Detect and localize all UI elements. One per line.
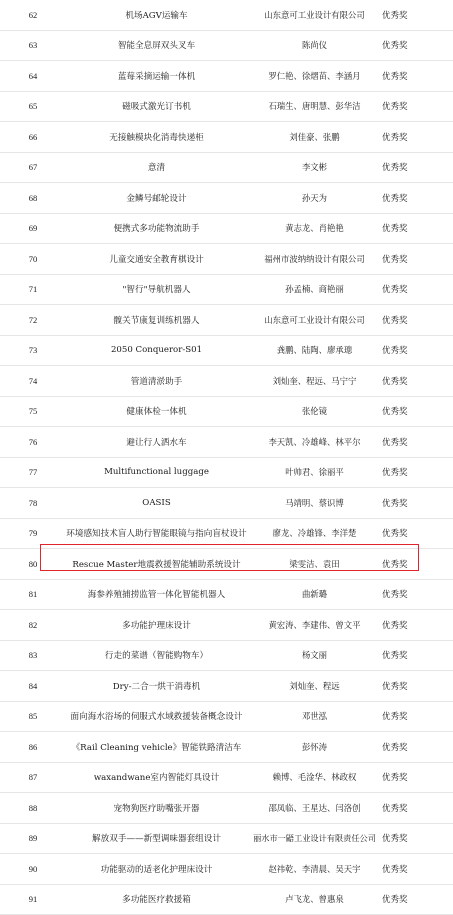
row-number: 67 bbox=[0, 152, 60, 183]
entry-name: 面向海水浴场的伺服式水域救援装备概念设计 bbox=[60, 701, 253, 732]
row-number: 72 bbox=[0, 305, 60, 336]
entry-author: 丽水市一鼯工业设计有限责任公司 bbox=[253, 823, 376, 854]
entry-name: OASIS bbox=[60, 488, 253, 519]
row-number: 69 bbox=[0, 213, 60, 244]
award-level: 优秀奖 bbox=[376, 549, 453, 580]
entry-author: 杨文丽 bbox=[253, 640, 376, 671]
row-number: 63 bbox=[0, 30, 60, 61]
table-row bbox=[0, 884, 453, 915]
entry-name: 健康体检一体机 bbox=[60, 396, 253, 427]
entry-author: 邓世泓 bbox=[253, 701, 376, 732]
award-level: 优秀奖 bbox=[376, 488, 453, 519]
award-level: 优秀奖 bbox=[376, 213, 453, 244]
entry-author: 山东意可工业设计有限公司 bbox=[253, 0, 376, 30]
entry-author: 卢飞龙、曾惠泉 bbox=[253, 884, 376, 915]
table-row bbox=[0, 183, 453, 214]
award-level: 优秀奖 bbox=[376, 579, 453, 610]
row-number: 62 bbox=[0, 0, 60, 30]
entry-author: 邵凤临、王星达、闫洛创 bbox=[253, 793, 376, 824]
table-row bbox=[0, 244, 453, 275]
entry-name: Rescue Master地震救援智能辅助系统设计 bbox=[60, 549, 253, 580]
award-level: 优秀奖 bbox=[376, 335, 453, 366]
row-number: 89 bbox=[0, 823, 60, 854]
entry-name: 多功能医疗救援箱 bbox=[60, 884, 253, 915]
entry-name: 髋关节康复训练机器人 bbox=[60, 305, 253, 336]
award-level: 优秀奖 bbox=[376, 640, 453, 671]
award-level: 优秀奖 bbox=[376, 396, 453, 427]
entry-name: 管道清淤助手 bbox=[60, 366, 253, 397]
table-row bbox=[0, 854, 453, 885]
entry-name: 蓝莓采摘运输一体机 bbox=[60, 61, 253, 92]
row-number: 68 bbox=[0, 183, 60, 214]
entry-author: 黄宏涛、李建伟、曾文平 bbox=[253, 610, 376, 641]
entry-author: 李天凯、冷雄峰、林平尔 bbox=[253, 427, 376, 458]
table-row bbox=[0, 61, 453, 92]
entry-author: 孙天为 bbox=[253, 183, 376, 214]
award-level: 优秀奖 bbox=[376, 427, 453, 458]
award-level: 优秀奖 bbox=[376, 183, 453, 214]
entry-name: 机场AGV运输车 bbox=[60, 0, 253, 30]
entry-name: 无接触模块化消毒快递柜 bbox=[60, 122, 253, 153]
table-row bbox=[0, 427, 453, 458]
entry-name: 2050 Conqueror-S01 bbox=[60, 335, 253, 366]
award-level: 优秀奖 bbox=[376, 854, 453, 885]
entry-name: 解放双手——新型调味器套组设计 bbox=[60, 823, 253, 854]
award-level: 优秀奖 bbox=[376, 305, 453, 336]
award-level: 优秀奖 bbox=[376, 0, 453, 30]
award-level: 优秀奖 bbox=[376, 122, 453, 153]
table-row bbox=[0, 305, 453, 336]
entry-author: 刘灿奎、程远 bbox=[253, 671, 376, 702]
entry-author: 赖博、毛淦华、林政权 bbox=[253, 762, 376, 793]
entry-author: 福州市波纳纳设计有限公司 bbox=[253, 244, 376, 275]
entry-author: 陈尚仪 bbox=[253, 30, 376, 61]
row-number: 77 bbox=[0, 457, 60, 488]
award-level: 优秀奖 bbox=[376, 701, 453, 732]
award-level: 优秀奖 bbox=[376, 762, 453, 793]
award-level: 优秀奖 bbox=[376, 884, 453, 915]
row-number: 88 bbox=[0, 793, 60, 824]
entry-name: 海参养殖捕捞监管一体化智能机器人 bbox=[60, 579, 253, 610]
entry-author: 石瑞生、唐明慧、彭华洁 bbox=[253, 91, 376, 122]
entry-author: 李文彬 bbox=[253, 152, 376, 183]
row-number: 64 bbox=[0, 61, 60, 92]
award-level: 优秀奖 bbox=[376, 823, 453, 854]
table-row bbox=[0, 457, 453, 488]
table-row bbox=[0, 610, 453, 641]
row-number: 91 bbox=[0, 884, 60, 915]
table-row bbox=[0, 274, 453, 305]
row-number: 73 bbox=[0, 335, 60, 366]
table-row bbox=[0, 91, 453, 122]
entry-author: 山东意可工业设计有限公司 bbox=[253, 305, 376, 336]
award-level: 优秀奖 bbox=[376, 518, 453, 549]
row-number: 65 bbox=[0, 91, 60, 122]
entry-name: Multifunctional luggage bbox=[60, 457, 253, 488]
award-level: 优秀奖 bbox=[376, 793, 453, 824]
table-row bbox=[0, 213, 453, 244]
entry-name: 多功能护理床设计 bbox=[60, 610, 253, 641]
entry-name: 《Rail Cleaning vehicle》智能铁路清洁车 bbox=[60, 732, 253, 763]
row-number: 83 bbox=[0, 640, 60, 671]
table-row bbox=[0, 732, 453, 763]
entry-author: 马靖明、蔡识博 bbox=[253, 488, 376, 519]
table-row bbox=[0, 823, 453, 854]
entry-author: 梁雯洁、袁田 bbox=[253, 549, 376, 580]
table-row bbox=[0, 488, 453, 519]
entry-author: 赵祎乾、李清晨、吴天宇 bbox=[253, 854, 376, 885]
entry-author: 曲新璐 bbox=[253, 579, 376, 610]
table-row bbox=[0, 30, 453, 61]
table-row bbox=[0, 122, 453, 153]
table-row bbox=[0, 518, 453, 549]
entry-author: 刘佳豪、张鹏 bbox=[253, 122, 376, 153]
award-level: 优秀奖 bbox=[376, 244, 453, 275]
entry-author: 廖龙、冷雄锋、李洋楚 bbox=[253, 518, 376, 549]
table-row bbox=[0, 793, 453, 824]
entry-author: 罗仁艳、徐熠苗、李涵月 bbox=[253, 61, 376, 92]
entry-name: 环境感知技术盲人助行智能眼镜与指向盲杖设计 bbox=[60, 518, 253, 549]
table-row bbox=[0, 0, 453, 30]
entry-name: 行走的菜谱（智能购物车） bbox=[60, 640, 253, 671]
row-number: 70 bbox=[0, 244, 60, 275]
row-number: 66 bbox=[0, 122, 60, 153]
entry-name: "智行"导航机器人 bbox=[60, 274, 253, 305]
entry-name: 宠物狗医疗助嘴张开器 bbox=[60, 793, 253, 824]
award-level: 优秀奖 bbox=[376, 457, 453, 488]
table-row bbox=[0, 152, 453, 183]
entry-author: 叶帅君、徐丽平 bbox=[253, 457, 376, 488]
row-number: 74 bbox=[0, 366, 60, 397]
award-level: 优秀奖 bbox=[376, 30, 453, 61]
entry-name: 儿童交通安全教育棋设计 bbox=[60, 244, 253, 275]
award-level: 优秀奖 bbox=[376, 732, 453, 763]
entry-name: 磁吸式激光订书机 bbox=[60, 91, 253, 122]
entry-author: 张伦镜 bbox=[253, 396, 376, 427]
award-level: 优秀奖 bbox=[376, 61, 453, 92]
table-row bbox=[0, 396, 453, 427]
entry-name: 便携式多功能物流助手 bbox=[60, 213, 253, 244]
row-number: 71 bbox=[0, 274, 60, 305]
entry-name: Dry-二合一烘干消毒机 bbox=[60, 671, 253, 702]
row-number: 79 bbox=[0, 518, 60, 549]
entry-author: 龚鹏、陆陶、廖承璁 bbox=[253, 335, 376, 366]
entry-author: 黄志龙、肖艳艳 bbox=[253, 213, 376, 244]
award-level: 优秀奖 bbox=[376, 671, 453, 702]
row-number: 78 bbox=[0, 488, 60, 519]
award-level: 优秀奖 bbox=[376, 274, 453, 305]
table-row bbox=[0, 549, 453, 580]
table-row bbox=[0, 701, 453, 732]
row-number: 87 bbox=[0, 762, 60, 793]
row-number: 90 bbox=[0, 854, 60, 885]
award-level: 优秀奖 bbox=[376, 366, 453, 397]
row-number: 85 bbox=[0, 701, 60, 732]
row-number: 76 bbox=[0, 427, 60, 458]
row-number: 84 bbox=[0, 671, 60, 702]
row-number: 86 bbox=[0, 732, 60, 763]
entry-author: 彭怀涛 bbox=[253, 732, 376, 763]
row-number: 81 bbox=[0, 579, 60, 610]
entry-name: 金鳞号邮轮设计 bbox=[60, 183, 253, 214]
entry-author: 孙孟楠、商艳丽 bbox=[253, 274, 376, 305]
table-row bbox=[0, 366, 453, 397]
row-number: 82 bbox=[0, 610, 60, 641]
row-number: 75 bbox=[0, 396, 60, 427]
entry-name: 避让行人洒水车 bbox=[60, 427, 253, 458]
table-row bbox=[0, 762, 453, 793]
entry-name: waxandwane室内智能灯具设计 bbox=[60, 762, 253, 793]
award-level: 优秀奖 bbox=[376, 610, 453, 641]
table-row bbox=[0, 640, 453, 671]
award-level: 优秀奖 bbox=[376, 91, 453, 122]
row-number: 80 bbox=[0, 549, 60, 580]
entry-name: 智能全息屏双头叉车 bbox=[60, 30, 253, 61]
entry-name: 意清 bbox=[60, 152, 253, 183]
table-row bbox=[0, 579, 453, 610]
entry-name: 功能驱动的适老化护理床设计 bbox=[60, 854, 253, 885]
table-row bbox=[0, 671, 453, 702]
table-row bbox=[0, 335, 453, 366]
entry-author: 刘灿奎、程远、马宁宁 bbox=[253, 366, 376, 397]
award-level: 优秀奖 bbox=[376, 152, 453, 183]
